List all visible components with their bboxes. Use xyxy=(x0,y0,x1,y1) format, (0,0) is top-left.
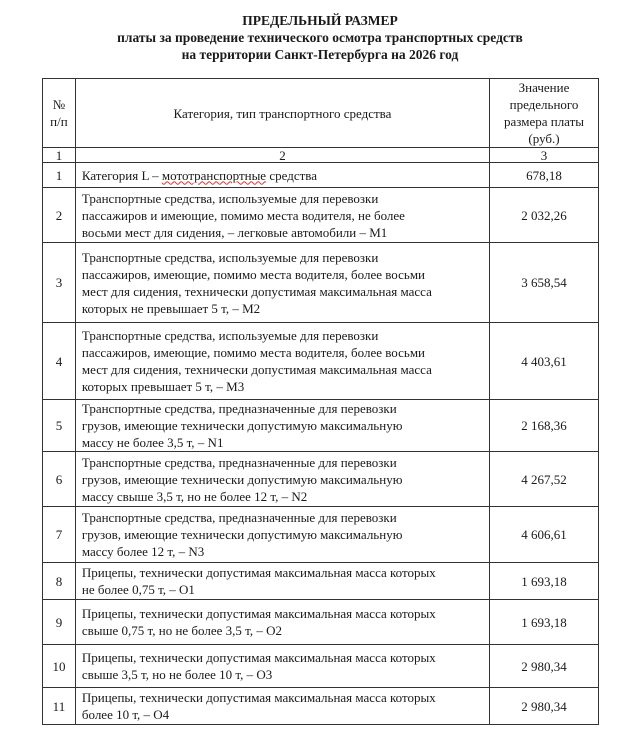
row-number: 2 xyxy=(43,188,76,243)
row-value: 3 658,54 xyxy=(490,243,599,323)
document-subtitle: платы за проведение технического осмотра транспортных средств xyxy=(117,30,523,45)
table-row xyxy=(43,452,599,507)
category-line: массу не более 3,5 т, – N1 xyxy=(81,435,224,450)
row-value: 1 693,18 xyxy=(490,563,599,600)
row-value: 2 168,36 xyxy=(490,400,599,452)
table-row xyxy=(43,163,599,188)
category-line: грузов, имеющие технически допустимую максимальную xyxy=(81,471,403,487)
category-line: мест для сидения, технически допустимая максимальная масса xyxy=(81,362,432,377)
row-number: 3 xyxy=(43,243,76,323)
row-value: 678,18 xyxy=(490,163,599,188)
row-category xyxy=(75,188,489,243)
category-line: которых превышает 5 т, – M3 xyxy=(81,379,245,394)
category-line: пассажиров, имеющие, помимо места водителя, более восьми xyxy=(81,345,426,360)
category-line: массу свыше 3,5 т, но не более 12 т, – N2 xyxy=(81,488,308,504)
column-number: 3 xyxy=(490,148,599,163)
category-line: Прицепы, технически допустимая максимальная масса которых xyxy=(81,606,436,621)
category-line: Транспортные средства, предназначенные для перевозки xyxy=(81,401,397,416)
category-line: свыше 0,75 т, но не более 3,5 т, – O2 xyxy=(81,623,282,638)
row-value: 2 032,26 xyxy=(490,188,599,243)
category-line: свыше 3,5 т, но не более 10 т, – O3 xyxy=(81,667,273,682)
category-line: Транспортные средства, предназначенные для перевозки xyxy=(81,510,397,525)
table-row xyxy=(43,323,599,400)
row-number: 6 xyxy=(43,452,76,507)
row-value: 1 693,18 xyxy=(490,600,599,645)
table-row xyxy=(43,600,599,645)
category-line: Транспортные средства, используемые для перевозки xyxy=(81,249,379,265)
table-row xyxy=(43,400,599,452)
spellcheck-underlined-word: мототранспортные xyxy=(161,167,267,183)
row-number: 11 xyxy=(43,688,76,725)
category-line: Прицепы, технически допустимая максимальная масса которых xyxy=(81,650,436,665)
row-category xyxy=(75,323,489,400)
row-category xyxy=(75,452,489,507)
row-category xyxy=(75,563,489,600)
table-row xyxy=(43,563,599,600)
column-number: 1 xyxy=(43,148,76,163)
document-title: ПРЕДЕЛЬНЫЙ РАЗМЕР xyxy=(242,13,398,28)
category-line: пассажиров и имеющие, помимо места водителя, не более xyxy=(81,207,405,223)
header-value-line: предельного xyxy=(509,97,579,112)
category-line: Прицепы, технически допустимая максимальная масса которых xyxy=(81,565,436,580)
table-row xyxy=(43,645,599,688)
table-row xyxy=(43,507,599,563)
header-value-line: размера платы xyxy=(504,114,585,129)
category-line: грузов, имеющие технически допустимую максимальную xyxy=(81,418,403,433)
row-value: 4 403,61 xyxy=(490,323,599,400)
category-line: Транспортные средства, используемые для перевозки xyxy=(81,328,379,343)
category-text: Категория L – xyxy=(81,167,162,183)
header-num xyxy=(43,79,76,148)
header-value-line: Значение xyxy=(518,80,570,95)
fee-table xyxy=(42,78,599,725)
table-row xyxy=(43,243,599,323)
table-row xyxy=(43,188,599,243)
row-category xyxy=(75,645,489,688)
row-category xyxy=(75,507,489,563)
row-category xyxy=(75,163,489,188)
category-line: пассажиров, имеющие, помимо места водителя, более восьми xyxy=(81,266,426,282)
category-line: мест для сидения, технически допустимая максимальная масса xyxy=(81,283,432,299)
header-category: Категория, тип транспортного средства xyxy=(75,79,489,148)
row-number: 7 xyxy=(43,507,76,563)
row-value: 4 267,52 xyxy=(490,452,599,507)
table-row xyxy=(43,688,599,725)
header-value-line: (руб.) xyxy=(528,131,560,146)
category-line: не более 0,75 т, – O1 xyxy=(81,582,195,597)
row-value: 2 980,34 xyxy=(490,688,599,725)
header-num-line: № xyxy=(52,97,66,112)
row-category xyxy=(75,688,489,725)
row-number: 10 xyxy=(43,645,76,688)
column-number-row xyxy=(43,148,599,163)
category-line: восьми мест для сидения, – легковые автомобили – M1 xyxy=(81,224,388,240)
category-line: Прицепы, технически допустимая максимальная масса которых xyxy=(81,690,436,705)
row-category xyxy=(75,243,489,323)
column-number: 2 xyxy=(75,148,489,163)
row-number: 8 xyxy=(43,563,76,600)
category-text: средства xyxy=(266,167,318,183)
row-number: 4 xyxy=(43,323,76,400)
header-num-line: п/п xyxy=(50,114,68,129)
document-subtitle-region: на территории Санкт-Петербурга на 2026 год xyxy=(181,47,459,62)
category-line: массу более 12 т, – N3 xyxy=(81,544,205,559)
row-number: 1 xyxy=(43,163,76,188)
row-value: 4 606,61 xyxy=(490,507,599,563)
category-line: которых не превышает 5 т, – M2 xyxy=(81,300,261,316)
category-line: Транспортные средства, используемые для перевозки xyxy=(81,190,379,206)
row-number: 9 xyxy=(43,600,76,645)
row-category xyxy=(75,600,489,645)
category-line: Транспортные средства, предназначенные для перевозки xyxy=(81,454,397,470)
row-category xyxy=(75,400,489,452)
header-row xyxy=(43,79,599,148)
row-number: 5 xyxy=(43,400,76,452)
header-value xyxy=(490,79,599,148)
row-value: 2 980,34 xyxy=(490,645,599,688)
category-line: грузов, имеющие технически допустимую максимальную xyxy=(81,527,403,542)
category-line: более 10 т, – O4 xyxy=(81,707,170,722)
